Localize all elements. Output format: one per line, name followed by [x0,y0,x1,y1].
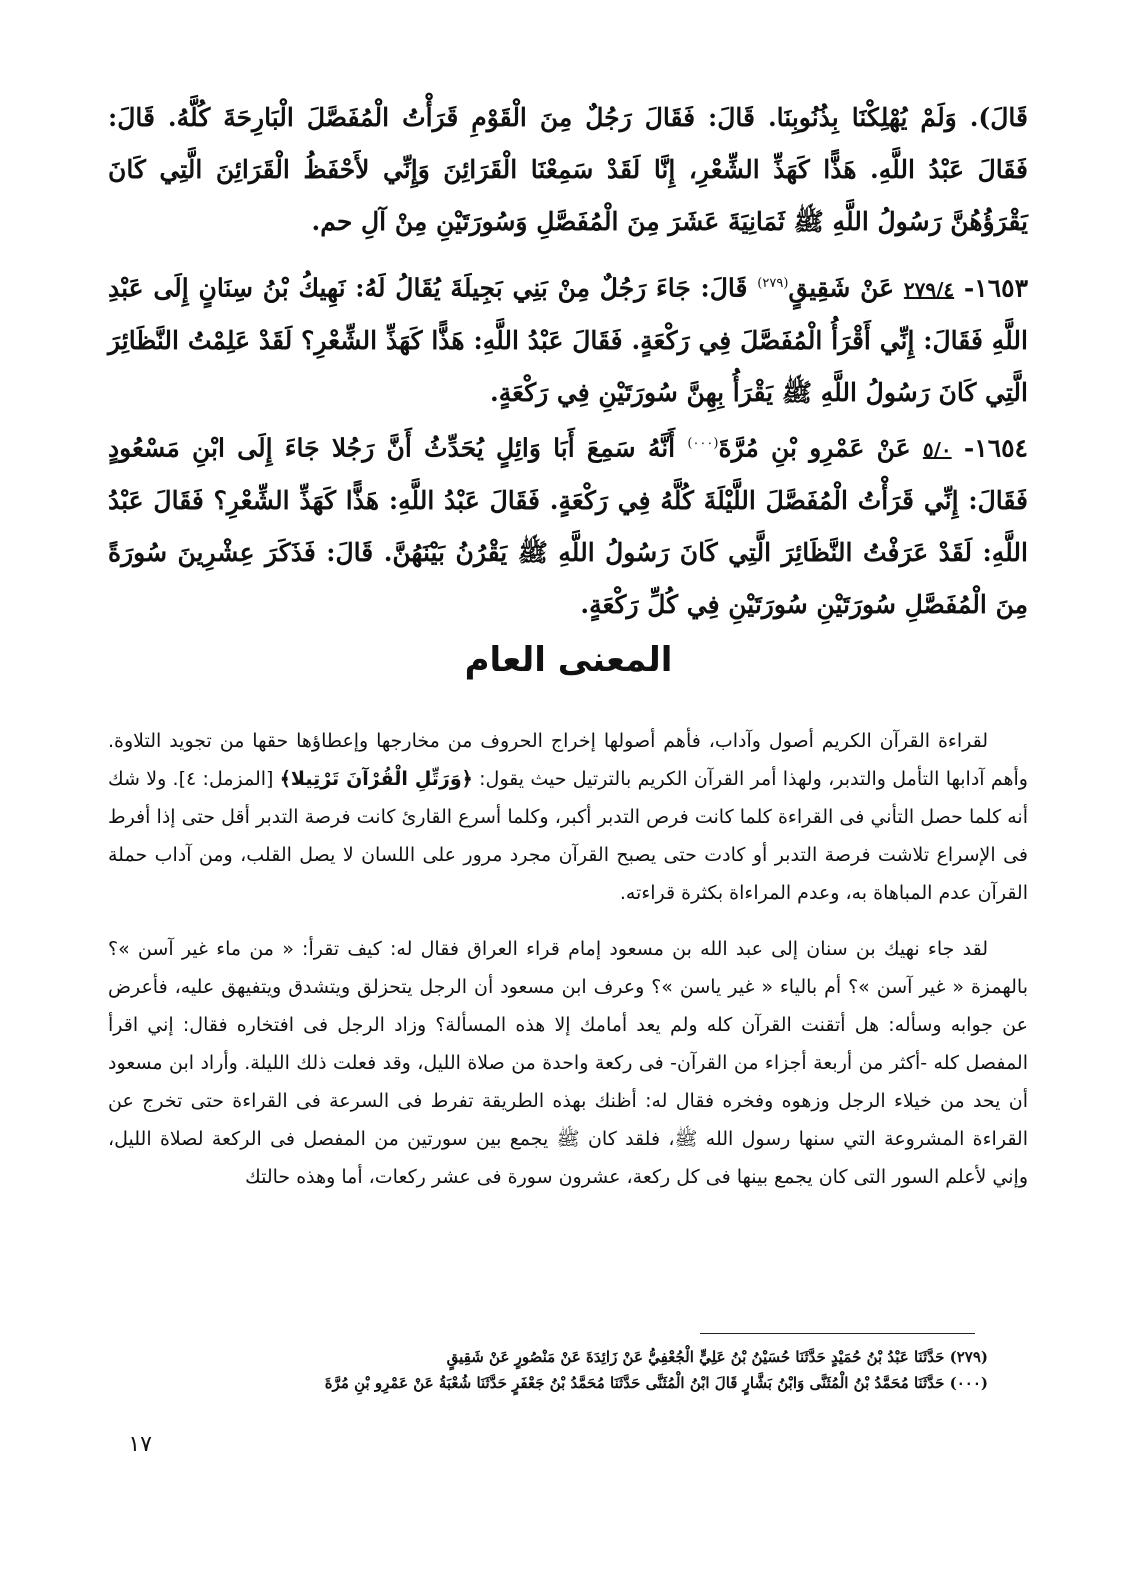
hadith-grade: ٥/٠ [922,437,952,462]
hadith-text: أَنَّهُ سَمِعَ أَبَا وَائِلٍ يُحَدِّثُ أَنَّ رَجُلا جَاءَ إِلَى ابْنِ مَسْعُودٍ فَقَالَ: إِنِّي قَرَأْتُ الْمُفَصَّلَ اللَّيْلَةَ كُلَّهُ فِي رَكْعَةٍ. فَقَالَ عَبْدُ اللَّهِ: هَذًّا كَهَذِّ الشِّعْرِ؟ فَقَالَ عَبْدُ اللَّهِ: لَقَدْ عَرَفْتُ النَّظَائِرَ الَّتِي كَانَ رَسُولُ اللَّهِ ﷺ يَقْرُنُ بَيْنَهُنَّ. قَالَ: فَذَكَرَ عِشْرِينَ سُورَةً مِنَ الْمُفَصَّلِ سُورَتَيْنِ سُورَتَيْنِ فِي كُلِّ رَكْعَةٍ. [108,433,1028,620]
hadith-text: قَالَ: جَاءَ رَجُلٌ مِنْ بَنِي بَجِيلَةَ يُقَالُ لَهُ: نَهِيكُ بْنُ سِنَانٍ إِلَى عَبْدِ اللَّهِ فَقَالَ: إِنِّي أَقْرَأُ الْمُفَصَّلَ فِي رَكْعَةٍ. فَقَالَ عَبْدُ اللَّهِ: هَذًّا كَهَذِّ الشِّعْرِ؟ لَقَدْ عَلِمْتُ النَّظَائِرَ الَّتِي كَانَ رَسُولُ اللَّهِ ﷺ يَقْرَأُ بِهِنَّ سُورَتَيْنِ فِي رَكْعَةٍ. [108,273,1028,408]
footnotes [108,1344,988,1396]
hadith-1652-text: قَالَ). وَلَمْ يُهْلِكْنَا بِذُنُوبِنَا. قَالَ: فَقَالَ رَجُلٌ مِنَ الْقَوْمِ قَرَأْتُ الْمُفَصَّلَ الْبَارِحَةَ كُلَّهُ. قَالَ: فَقَالَ عَبْدُ اللَّهِ. هَذًّا كَهَذِّ الشِّعْرِ، إِنَّا لَقَدْ سَمِعْنَا الْقَرَائِنَ وَإِنِّي لأَحْفَظُ الْقَرَائِنَ الَّتِي كَانَ يَقْرَؤُهُنَّ رَسُولُ اللَّهِ ﷺ ثَمَانِيَةَ عَشَرَ مِنَ الْمُفَصَّلِ وَسُورَتَيْنِ مِنْ آلِ حم. [108,103,1028,236]
hadith-1653 [108,258,1028,419]
section-title: المعنى العام [464,640,673,680]
page-number: ١٧ [128,1432,152,1457]
footnote-ref: (٠٠٠) [687,436,719,451]
hadith-narrator: عَنْ عَمْرِو بْنِ مُرَّةَ [718,433,911,463]
hadith-1654 [108,418,1028,631]
quran-verse: ﴿وَرَتِّلِ الْقُرْآنَ تَرْتِيلا﴾ [279,768,473,790]
commentary [108,722,1028,1196]
footnote: (٢٧٩) حَدَّثَنَا عَبْدُ بْنُ حُمَيْدٍ حَدَّثَنَا حُسَيْنُ بْنُ عَلِيٍّ الْجُعْفِيُّ عَنْ زَائِدَةَ عَنْ مَنْصُورٍ عَنْ شَقِيقٍ [446,1348,988,1366]
hadith-grade: ٢٧٩/٤ [903,277,955,302]
hadith-number: ١٦٥٤- [963,433,1028,463]
hadith-narrator: عَنْ شَقِيقٍ [788,273,895,303]
footnote-ref: (٢٧٩) [757,276,789,291]
commentary-text: لقراءة القرآن الكريم أصول وآداب، فأهم أصولها إخراج الحروف من مخارجها وإعطاؤها حقها من تجويد التلاوة. وأهم آدابها التأمل والتدبر، ولهذا أمر القرآن الكريم بالترتيل حيث يقول: [108,730,1028,790]
footnote: (٠٠٠) حَدَّثَنَا مُحَمَّدُ بْنُ الْمُثَنَّى وَابْنُ بَشَّارٍ قَالَ ابْنُ الْمُثَنَّى حَدَّثَنَا مُحَمَّدُ بْنُ جَعْفَرٍ حَدَّثَنَا شُعْبَةُ عَنْ عَمْرِو بْنِ مُرَّةَ [324,1374,988,1392]
commentary-text: [المزمل: ٤]. ولا شك أنه كلما حصل التأني فى القراءة كلما كانت فرص التدبر أكبر، وكلما أسرع القارئ كانت فرصة التدبر أقل حتى إذا أفرط فى الإسراع تلاشت فرصة التدبر أو كادت حتى يصبح القرآن مجرد مرور على اللسان لا يصل القلب، ومن آداب حملة القرآن عدم المباهاة به، وعدم المراءاة بكثرة قراءته. [108,768,1028,904]
commentary-paragraph [108,722,1028,912]
commentary-paragraph: لقد جاء نهيك بن سنان إلى عبد الله بن مسعود إمام قراء العراق فقال له: كيف تقرأ: « من ماء غير آسن »؟ بالهمزة « غير آسن »؟ أم بالياء « غير ياسن »؟ وعرف ابن مسعود أن الرجل يتحزلق ويتشدق ويتفيهق عليه، فأعرض عن جوابه وسأله: هل أتقنت القرآن كله ولم يعد أمامك إلا هذه المسألة؟ وزاد الرجل فى افتخاره فقال: إني اقرأ المفصل كله -أكثر من أربعة أجزاء من القرآن- فى ركعة واحدة من صلاة الليل، وقد فعلت ذلك الليلة. وأراد ابن مسعود أن يحد من خيلاء الرجل وزهوه وفخره فقال له: أظنك بهذه الطريقة تفرط فى السرعة فى القراءة حتى تخرج عن القراءة المشروعة التي سنها رسول الله ﷺ، فلقد كان ﷺ يجمع بين سورتين من المفصل فى الركعة لصلاة الليل، وإني لأعلم السور التى كان يجمع بينها فى كل ركعة، عشرون سورة فى عشر ركعات، أما وهذه حالتك [108,938,1028,1188]
hadith-number: ١٦٥٣- [963,273,1028,303]
footnote-divider [700,1333,975,1334]
hadith-1652-tail [108,92,1028,248]
